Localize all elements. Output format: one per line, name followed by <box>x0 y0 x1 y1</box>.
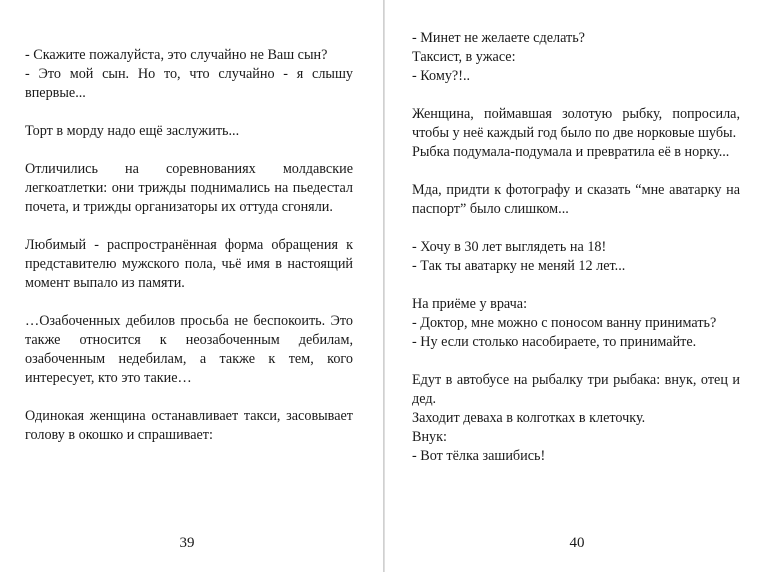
text-line: На приёме у врача: <box>412 296 528 312</box>
paragraph-idiots <box>25 312 357 388</box>
text-line: - Ну если столько насобираете, то принимайте. <box>412 334 697 350</box>
text-line: Заходит деваха в колготках в клеточку. <box>412 410 646 426</box>
text-line: …Озабоченных дебилов просьба не беспокоить. Это также относится к неозабоченным дебилам, озабоченным недебилам, а также к тем, кого интересует, кто это такие… <box>25 313 357 386</box>
paragraph-taxi <box>25 407 357 445</box>
text-line: Торт в морду надо ещё заслужить... <box>25 123 240 139</box>
left-page <box>0 0 383 572</box>
text-line: - Доктор, мне можно с поносом ванну принимать? <box>412 315 717 331</box>
right-page <box>385 0 767 572</box>
text-line: - Кому?!.. <box>412 68 471 84</box>
text-line: Внук: <box>412 429 447 445</box>
paragraph-athletes <box>25 160 357 217</box>
text-line: Мда, придти к фотографу и сказать “мне аватарку на паспорт” было слишком... <box>412 182 744 217</box>
paragraph-cake <box>25 122 353 141</box>
paragraph-doctor <box>412 295 740 352</box>
left-page-text <box>25 46 357 445</box>
text-line: - Минет не желаете сделать? <box>412 30 585 46</box>
text-line: Таксист, в ужасе: <box>412 49 516 65</box>
paragraph-goldfish <box>412 105 744 162</box>
text-line: - Скажите пожалуйста, это случайно не Ваш сын? <box>25 47 328 63</box>
text-line: Женщина, поймавшая золотую рыбку, попросила, чтобы у неё каждый год было по две норковые шубы. <box>412 106 744 141</box>
text-line: Одинокая женщина останавливает такси, засовывает голову в окошко и спрашивает: <box>25 408 357 443</box>
text-line: Любимый - распространённая форма обращения к представителю мужского пола, чьё имя в настоящий момент выпало из памяти. <box>25 237 357 291</box>
paragraph-beloved <box>25 236 357 293</box>
text-line: - Это мой сын. Но то, что случайно - я слышу впервые... <box>25 66 357 101</box>
paragraph-son <box>25 46 357 103</box>
paragraph-avatar <box>412 238 740 276</box>
paragraph-taxi-continued <box>412 29 740 86</box>
right-page-text <box>412 29 744 466</box>
text-line: Отличились на соревнованиях молдавские легкоатлетки: они трижды поднимались на пьедестал почета, и трижды организаторы их оттуда сгоняли. <box>25 161 357 215</box>
text-line: - Хочу в 30 лет выглядеть на 18! <box>412 239 607 255</box>
text-line: - Вот тёлка зашибись! <box>412 448 546 464</box>
text-line: Едут в автобусе на рыбалку три рыбака: внук, отец и дед. <box>412 372 744 407</box>
text-line: Рыбка подумала-подумала и превратила её в норку... <box>412 144 730 160</box>
paragraph-photographer <box>412 181 744 219</box>
text-line: - Так ты аватарку не меняй 12 лет... <box>412 258 626 274</box>
paragraph-fishermen <box>412 371 744 466</box>
page-number-right: 40 <box>569 535 585 551</box>
page-number-left: 39 <box>179 535 195 551</box>
